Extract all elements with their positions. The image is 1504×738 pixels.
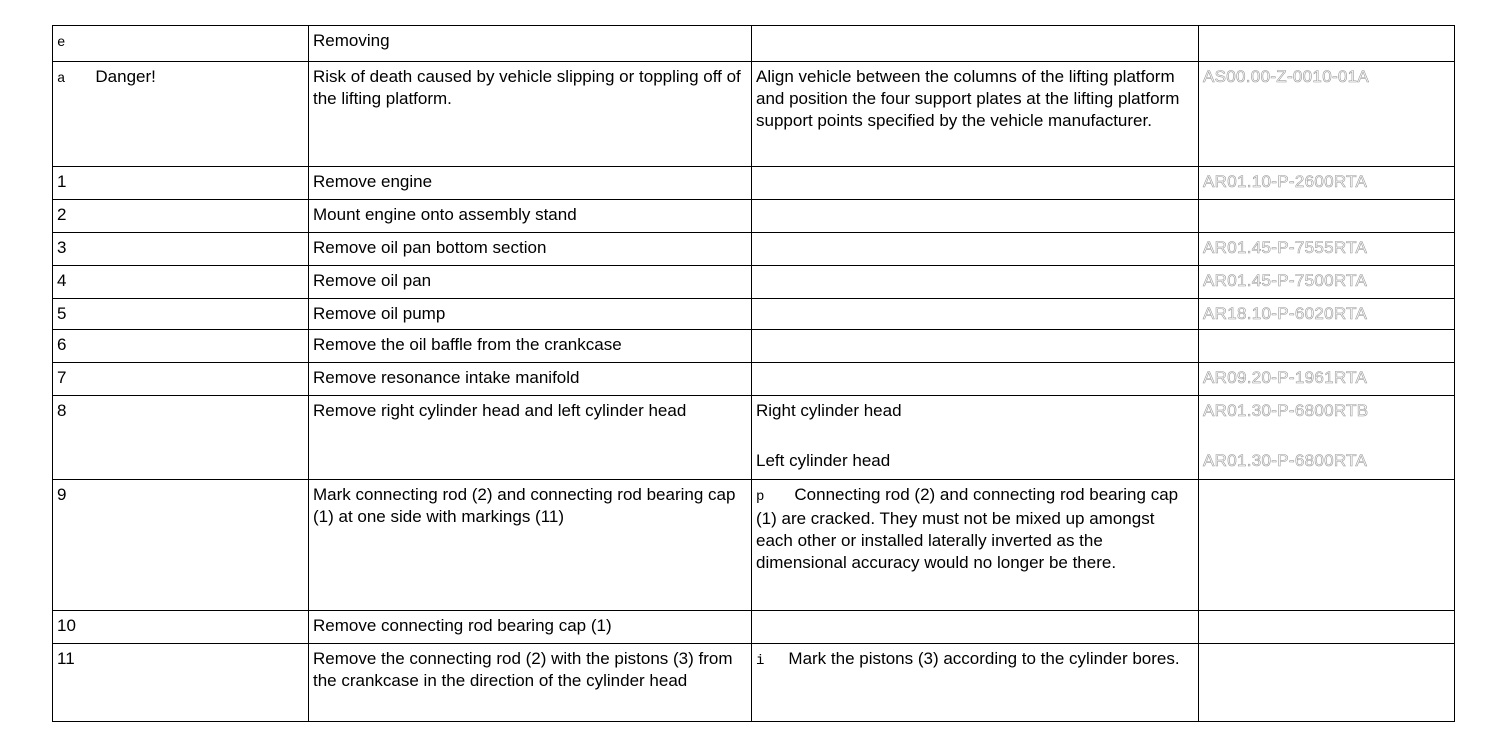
action-cell: Removing <box>309 26 752 62</box>
table-row <box>53 363 1455 396</box>
ref-cell <box>1199 233 1455 266</box>
danger-icon: a <box>57 71 66 87</box>
action-cell: Mark connecting rod (2) and connecting rod bearing cap (1) at one side with markings (11) <box>309 480 752 611</box>
action-cell: Remove oil pump <box>309 299 752 330</box>
action-cell: Risk of death caused by vehicle slipping or toppling off of the lifting platform. <box>309 62 752 167</box>
step-number: 4 <box>53 266 309 299</box>
action-cell: Remove oil pan bottom section <box>309 233 752 266</box>
note-left-head: Left cylinder head <box>756 451 891 470</box>
ref-cell <box>1199 480 1455 611</box>
step-number: 7 <box>53 363 309 396</box>
reference-code[interactable]: AR01.10-P-2600RTA <box>1203 172 1368 191</box>
ref-cell <box>1199 26 1455 62</box>
note-cell <box>752 200 1199 233</box>
table-row <box>53 200 1455 233</box>
ref-cell <box>1199 62 1455 167</box>
step-number: 5 <box>53 299 309 330</box>
reference-code-right[interactable]: AR01.30-P-6800RTB <box>1203 401 1369 420</box>
ref-cell <box>1199 644 1455 722</box>
ref-cell <box>1199 330 1455 363</box>
table-row <box>53 644 1455 722</box>
action-cell: Remove the connecting rod (2) with the pistons (3) from the crankcase in the direction of the cylinder head <box>309 644 752 722</box>
table-row <box>53 26 1455 62</box>
table-row <box>53 299 1455 330</box>
note-cell <box>752 611 1199 644</box>
action-cell: Remove engine <box>309 167 752 200</box>
ref-cell <box>1199 299 1455 330</box>
table-row <box>53 330 1455 363</box>
table-row <box>53 167 1455 200</box>
ref-cell <box>1199 200 1455 233</box>
ref-cell <box>1199 611 1455 644</box>
step-number: 8 <box>53 396 309 480</box>
reference-code[interactable]: AR01.45-P-7500RTA <box>1203 271 1368 290</box>
action-cell: Mount engine onto assembly stand <box>309 200 752 233</box>
step-number: 10 <box>53 611 309 644</box>
procedure-table <box>52 25 1455 722</box>
note-cell <box>752 480 1199 611</box>
note-cell <box>752 167 1199 200</box>
table-row <box>53 266 1455 299</box>
procedure-icon: e <box>57 35 66 51</box>
step-number: 9 <box>53 480 309 611</box>
step-number: 6 <box>53 330 309 363</box>
table-row <box>53 396 1455 480</box>
step-cell <box>53 26 309 62</box>
note-cell <box>752 26 1199 62</box>
note-right-head: Right cylinder head <box>756 401 902 420</box>
reference-code[interactable]: AR01.45-P-7555RTA <box>1203 238 1368 257</box>
note-text: Connecting rod (2) and connecting rod bearing cap (1) are cracked. They must not be mixed up amongst each other or installed laterally inverted as the dimensional accuracy would no longer be there. <box>756 485 1179 572</box>
note-cell <box>752 266 1199 299</box>
action-cell: Remove resonance intake manifold <box>309 363 752 396</box>
note-text: Mark the pistons (3) according to the cylinder bores. <box>788 649 1180 668</box>
ref-cell <box>1199 167 1455 200</box>
spacer <box>756 422 1193 450</box>
note-icon: p <box>756 489 765 505</box>
table-row <box>53 611 1455 644</box>
step-cell <box>53 62 309 167</box>
note-cell <box>752 363 1199 396</box>
action-cell: Remove right cylinder head and left cylinder head <box>309 396 752 480</box>
note-cell: Align vehicle between the columns of the lifting platform and position the four support plates at the lifting platform support points specified by the vehicle manufacturer. <box>752 62 1199 167</box>
info-icon: i <box>756 653 765 669</box>
reference-code-left[interactable]: AR01.30-P-6800RTA <box>1203 451 1368 470</box>
reference-code[interactable]: AR18.10-P-6020RTA <box>1203 304 1368 323</box>
table-row <box>53 480 1455 611</box>
table-row <box>53 233 1455 266</box>
note-cell <box>752 330 1199 363</box>
spacer <box>1203 422 1449 450</box>
note-cell <box>752 233 1199 266</box>
danger-label: Danger! <box>95 67 156 86</box>
reference-code[interactable]: AR09.20-P-1961RTA <box>1203 368 1368 387</box>
step-number: 11 <box>53 644 309 722</box>
note-cell <box>752 644 1199 722</box>
step-number: 3 <box>53 233 309 266</box>
ref-cell <box>1199 396 1455 480</box>
step-number: 2 <box>53 200 309 233</box>
reference-code[interactable]: AS00.00-Z-0010-01A <box>1203 67 1370 86</box>
step-number: 1 <box>53 167 309 200</box>
note-cell <box>752 396 1199 480</box>
action-cell: Remove oil pan <box>309 266 752 299</box>
action-cell: Remove connecting rod bearing cap (1) <box>309 611 752 644</box>
ref-cell <box>1199 363 1455 396</box>
table-row <box>53 62 1455 167</box>
note-cell <box>752 299 1199 330</box>
action-cell: Remove the oil baffle from the crankcase <box>309 330 752 363</box>
ref-cell <box>1199 266 1455 299</box>
